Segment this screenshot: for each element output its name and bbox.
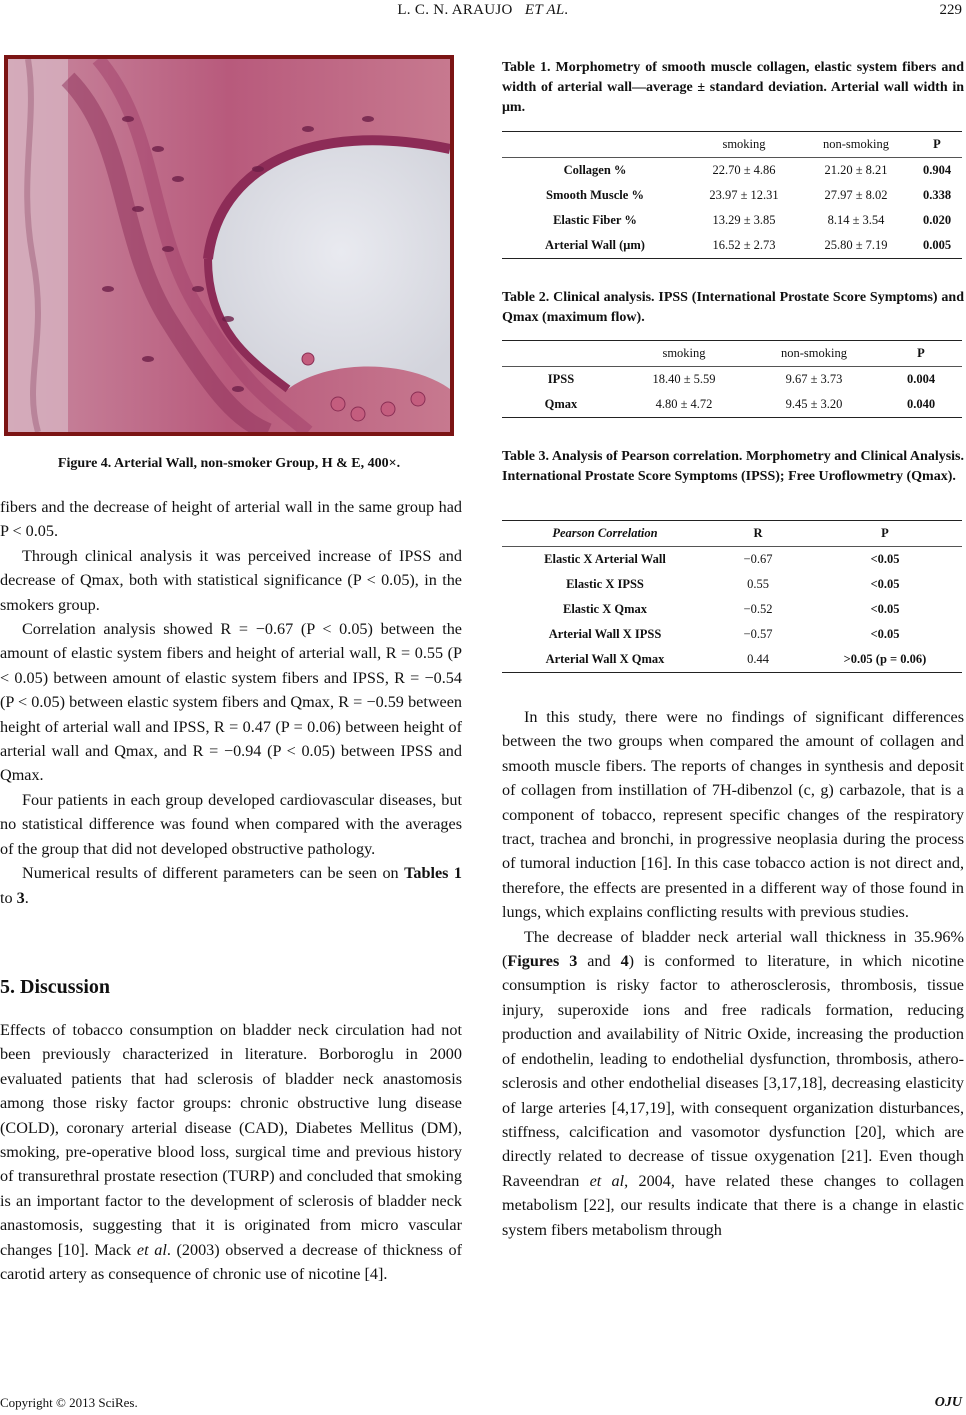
table3-header-row [502, 521, 962, 547]
table2 [502, 340, 962, 418]
table-cell: 18.40 ± 5.59 [652, 372, 716, 386]
running-head [0, 0, 966, 30]
paragraph-no-findings: In this study, there were no findings of significant differences between the two groups when compared the amount of collagen and smooth muscle fibers. The reports of changes in synthesis and deposit of collagen from instillation of 7H-dibenzol (c, g) carbazole, that is a component of tobacco, represent specific changes of the respiratory tract, trachea and bronchi, in progressive neoplasia during the process of tumoral induction [16]. In this case tobacco action is not direct and, therefore, the effects are presented in a different way of those found in lungs, which explains conflicting results with previous studies. [502, 708, 964, 922]
discussion-text [0, 1018, 462, 1286]
table-cell: 27.97 ± 8.02 [824, 188, 888, 202]
table2-header-row [502, 341, 962, 367]
discussion-part-a: Effects of tobacco consumption on bladder neck circulation had not been previously characterized in literature. Borboroglu in 2000 evaluated patients that had sclerosis of bladder neck anastomosis among those risky factor groups: chronic obstructive lung disease (COLD), coronary arterial disease (CAD), Diabetes Mellitus (DM), smoking, pre-operative blood loss, surgical time and previous history of transurethral prostate resection (TURP) and concluded that smoking is an important factor to the development of sclerosis of bladder neck anastomosis, suggesting that it is originated from micro vascular changes [10]. Mack [0, 1021, 462, 1259]
table-cell: 4.80 ± 4.72 [655, 397, 713, 411]
table-cell: 0.55 [747, 577, 769, 591]
table-cell-p: 0.904 [922, 163, 952, 177]
table-cell-p: >0.05 (p = 0.06) [843, 652, 927, 666]
table-cell-label: Arterial Wall (μm) [545, 238, 645, 252]
table-cell: −0.57 [743, 627, 773, 641]
table2-header-non-smoking: non-smoking [781, 346, 847, 360]
table-cell: 21.20 ± 8.21 [824, 163, 888, 177]
table1-header-non-smoking: non-smoking [823, 137, 889, 151]
para2-et-al: et al [589, 1171, 625, 1190]
table-cell-p: <0.05 [870, 577, 900, 591]
table2-caption: Table 2. Clinical analysis. IPSS (International Prostate Score Symptoms) and Qmax (maximum flow). [502, 290, 964, 325]
footer-copyright: Copyright © 2013 SciRes. [0, 1395, 138, 1410]
table-cell: 13.29 ± 3.85 [712, 213, 776, 227]
paragraph-cardiovascular: Four patients in each group developed cardiovascular diseases, but no statistical difference was found when compared with the averages of the group that did not developed obstructive pathology. [0, 790, 462, 858]
table-cell-p: 0.005 [922, 238, 952, 252]
table-row [502, 158, 962, 184]
tables-ref-to: to [0, 888, 17, 907]
discussion-part-b: . (2003) observed a decrease of thickness of carotid artery as consequence of chronic use of nicotine [4]. [0, 1240, 462, 1284]
table-cell: 8.14 ± 3.54 [827, 213, 885, 227]
tables-ref-three: 3 [16, 888, 25, 907]
table-cell: 9.45 ± 3.20 [785, 397, 843, 411]
table-cell-label: Elastic X IPSS [566, 577, 644, 591]
et-al-text: ET AL. [524, 2, 569, 18]
table-row [502, 597, 962, 622]
table2-header-p: P [917, 346, 925, 360]
table-cell: 9.67 ± 3.73 [785, 372, 843, 386]
table-cell: 22.70 ± 4.86 [712, 163, 776, 177]
table3-header-p: P [881, 526, 889, 540]
right-column-text [502, 705, 964, 1242]
table-cell-label: Elastic X Qmax [562, 602, 648, 616]
figure-four-ref: 4 [620, 952, 629, 971]
para2-part-c: , 2004, have related these changes to collagen metabolism [22], our results indicate that there is a change in elastic system fibers metabolism through [502, 1171, 964, 1239]
table2-header-blank [502, 341, 620, 367]
table-row [502, 622, 962, 647]
table-cell: −0.67 [743, 552, 773, 566]
table1 [502, 131, 962, 259]
left-column-text [0, 495, 462, 910]
paragraph-arterial-decrease [502, 925, 964, 1242]
paragraph-clinical-analysis: Through clinical analysis it was perceived increase of IPSS and decrease of Qmax, both with statistical significance (P < 0.05), in the smokers group. [0, 546, 462, 614]
table-cell-p: <0.05 [870, 627, 900, 641]
tables-ref-link: Tables 1 [404, 864, 463, 883]
table-cell-p: 0.040 [906, 397, 936, 411]
table3-caption: Table 3. Analysis of Pearson correlation. Morphometry and Clinical Analysis. International Prostate Score Symptoms (IPSS); Free Uroflowmetry (Qmax). [502, 449, 964, 484]
tables-ref-before: Numerical results of different parameters can be seen on [22, 864, 405, 883]
para2-part-b: ) is conformed to literature, in which nicotine consumption is risky factor to atherosclerosis, thrombosis, tissue injury, superoxide ions and free radicals formation, reducing production and availability of Nitric Oxide, increasing the production of endothelin, leading to endothelial dysfunction, thrombosis, atherosclerosis and other endothelial diseases [3,17,18], decreasing elasticity of large arteries [4,17,19], with consequent organization disturbances, stiffness, calcification and vasomotor dysfunction [20], which are directly related to decrease of tissue oxygenation [21]. Even though Raveendran [502, 952, 964, 1190]
table-cell-label: IPSS [547, 372, 575, 386]
table3-header-r: R [753, 526, 763, 540]
page-number: 229 [939, 2, 962, 18]
paragraph-results-continued: fibers and the decrease of height of arterial wall in the same group had P < 0.05. [0, 498, 462, 541]
table-row [502, 183, 962, 208]
authors-text: L. C. N. ARAUJO [397, 2, 513, 18]
table1-header-row [502, 132, 962, 158]
paragraph-discussion [0, 1018, 462, 1286]
table-cell-p: 0.004 [906, 372, 936, 386]
micrograph-image [8, 59, 450, 432]
table-cell-label: Elastic Fiber % [553, 213, 637, 227]
para2-part-a: The decrease of bladder neck arterial wall thickness in 35.96% ( [502, 927, 964, 971]
table-cell-label: Arterial Wall X IPSS [548, 627, 662, 641]
paragraph-correlation-analysis: Correlation analysis showed R = −0.67 (P < 0.05) between the amount of elastic system fibers and height of arterial wall, R = 0.55 (P < 0.05) between amount of elastic system fibers and IPSS, R = −0.54 (P < 0.05) between elastic system fibers and Qmax, R = −0.59 between height of arterial wall and IPSS, R = 0.47 (P = 0.06) between height of arterial wall and Qmax, and R = −0.94 (P < 0.05) between IPSS and Qmax. [0, 620, 462, 785]
discussion-et-al: et al [136, 1240, 167, 1259]
table-row [502, 233, 962, 259]
figure-caption: Figure 4. Arterial Wall, non-smoker Group, H & E, 400×. [57, 456, 401, 471]
table2-header-smoking: smoking [662, 346, 706, 360]
table3-header-pearson: Pearson Correlation [552, 526, 658, 540]
running-head-authors [0, 2, 966, 19]
table-cell-p: 0.020 [922, 213, 952, 227]
table-row [502, 367, 962, 393]
table-cell-p: 0.338 [922, 188, 952, 202]
table1-caption: Table 1. Morphometry of smooth muscle collagen, elastic system fibers and width of arterial wall—average ± standard deviation. Arterial wall width in μm. [502, 60, 964, 115]
table-row [502, 647, 962, 673]
table-cell: 16.52 ± 2.73 [712, 238, 776, 252]
para2-and: and [577, 952, 621, 971]
figure-micrograph [4, 55, 454, 436]
table-cell-p: <0.05 [870, 552, 900, 566]
table-cell-p: <0.05 [870, 602, 900, 616]
paragraph-tables-reference [0, 861, 462, 910]
table-cell-label: Collagen % [563, 163, 627, 177]
table-row [502, 547, 962, 573]
footer-journal: OJU [934, 1395, 962, 1410]
table-cell-label: Elastic X Arterial Wall [544, 552, 666, 566]
figures-ref: Figures 3 [507, 952, 578, 971]
table-cell-label: Arterial Wall X Qmax [545, 652, 665, 666]
table-cell: 23.97 ± 12.31 [709, 188, 779, 202]
table-cell: 25.80 ± 7.19 [824, 238, 888, 252]
table-row [502, 208, 962, 233]
table1-header-blank [502, 132, 688, 158]
table1-header-smoking: smoking [722, 137, 766, 151]
table1-header-p: P [933, 137, 941, 151]
table-cell: −0.52 [743, 602, 773, 616]
tables-ref-end: . [24, 888, 29, 907]
table3 [502, 520, 962, 673]
table-cell-label: Qmax [544, 397, 578, 411]
table-row [502, 392, 962, 418]
table-cell: 0.44 [747, 652, 769, 666]
section-heading-discussion: 5. Discussion [0, 976, 111, 998]
table-row [502, 572, 962, 597]
table-cell-label: Smooth Muscle % [546, 188, 644, 202]
